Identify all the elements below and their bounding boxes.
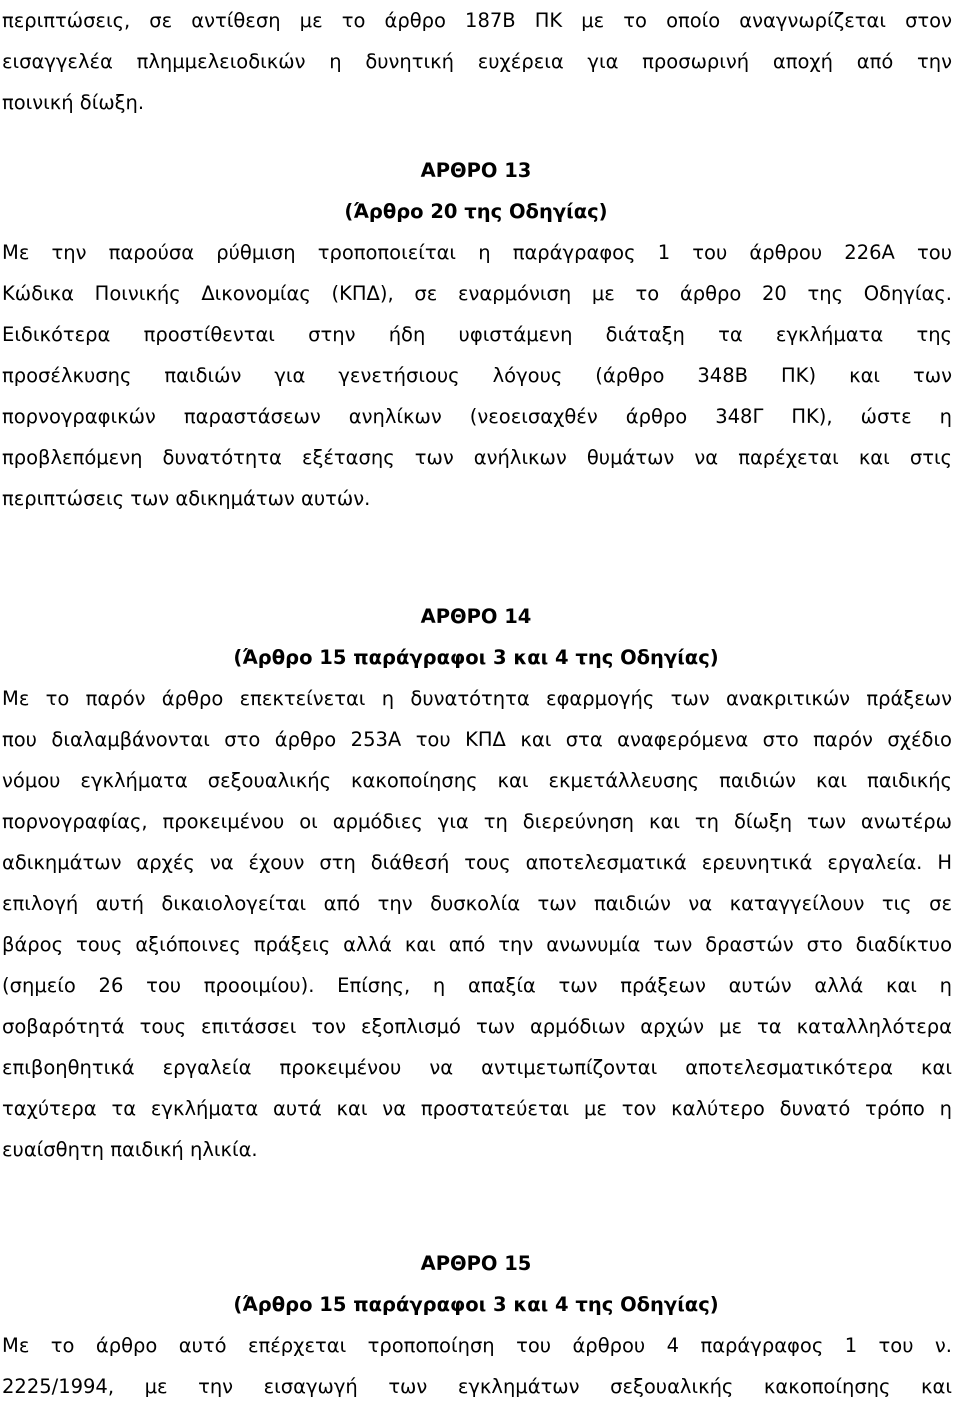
- article-15-title: ΑΡΘΡΟ 15: [420, 1252, 532, 1275]
- paragraph-line: επιλογή αυτή δικαιολογείται από την δυσκολία των παιδιών να καταγγείλουν τις σε: [2, 892, 952, 915]
- paragraph-line: πορνογραφικών παραστάσεων ανηλίκων (νεοεισαχθέν άρθρο 348Γ ΠΚ), ώστε η: [2, 405, 952, 428]
- article-13-subtitle: (Άρθρο 20 της Οδηγίας): [344, 200, 608, 223]
- article-13-title: ΑΡΘΡΟ 13: [420, 159, 532, 182]
- paragraph-line: που διαλαμβάνονται στο άρθρο 253Α του ΚΠΔ και στα αναφερόμενα στο παρόν σχέδιο: [2, 728, 952, 751]
- paragraph-line: Με το παρόν άρθρο επεκτείνεται η δυνατότητα εφαρμογής των ανακριτικών πράξεων: [2, 687, 952, 710]
- paragraph-line: νόμου εγκλήματα σεξουαλικής κακοποίησης και εκμετάλλευσης παιδιών και παιδικής: [2, 769, 952, 792]
- paragraph-line: προσέλκυσης παιδιών για γενετήσιους λόγους (άρθρο 348Β ΠΚ) και των: [2, 364, 952, 387]
- intro-paragraph: [0, 0, 952, 123]
- paragraph-line: επιβοηθητικά εργαλεία προκειμένου να αντιμετωπίζονται αποτελεσματικότερα και: [2, 1056, 952, 1079]
- paragraph-line: Ειδικότερα προστίθενται στην ήδη υφιστάμενη διάταξη τα εγκλήματα της: [2, 323, 952, 346]
- paragraph-line: εισαγγελέα πλημμελειοδικών η δυνητική ευχέρεια για προσωρινή αποχή από την: [2, 50, 952, 73]
- paragraph-line: σοβαρότητά τους επιτάσσει τον εξοπλισμό των αρμόδιων αρχών με τα καταλληλότερα: [2, 1015, 952, 1038]
- paragraph-line: περιπτώσεις, σε αντίθεση με το άρθρο 187Β ΠΚ με το οποίο αναγνωρίζεται στον: [2, 9, 952, 32]
- paragraph-line: (σημείο 26 του προοιμίου). Επίσης, η απαξία των πράξεων αυτών αλλά και η: [2, 974, 952, 997]
- article-13: [0, 150, 952, 519]
- paragraph-line: πορνογραφίας, προκειμένου οι αρμόδιες για τη διερεύνηση και τη δίωξη των ανωτέρω: [2, 810, 952, 833]
- paragraph-line: βάρος τους αξιόποινες πράξεις αλλά και από την ανωνυμία των δραστών στο διαδίκτυο: [2, 933, 952, 956]
- paragraph-line: Με το άρθρο αυτό επέρχεται τροποποίηση του άρθρου 4 παράγραφος 1 του ν.: [2, 1334, 952, 1357]
- paragraph-line: αδικημάτων αρχές να έχουν στη διάθεσή τους αποτελεσματικά ερευνητικά εργαλεία. Η: [2, 851, 952, 874]
- paragraph-line: Κώδικα Ποινικής Δικονομίας (ΚΠΔ), σε εναρμόνιση με το άρθρο 20 της Οδηγίας.: [2, 282, 952, 305]
- article-14: [0, 596, 952, 1170]
- paragraph-line: περιπτώσεις των αδικημάτων αυτών.: [2, 487, 371, 510]
- paragraph-line: 2225/1994, με την εισαγωγή των εγκλημάτων σεξουαλικής κακοποίησης και: [2, 1375, 952, 1398]
- paragraph-line: Με την παρούσα ρύθμιση τροποποιείται η παράγραφος 1 του άρθρου 226Α του: [2, 241, 952, 264]
- paragraph-line: προβλεπόμενη δυνατότητα εξέτασης των ανήλικων θυμάτων να παρέχεται και στις: [2, 446, 952, 469]
- article-15-subtitle: (Άρθρο 15 παράγραφοι 3 και 4 της Οδηγίας): [233, 1293, 719, 1316]
- paragraph-line: ταχύτερα τα εγκλήματα αυτά και να προστατεύεται με τον καλύτερο δυνατό τρόπο η: [2, 1097, 952, 1120]
- paragraph-line: ποινική δίωξη.: [2, 91, 145, 114]
- paragraph-line: ευαίσθητη παιδική ηλικία.: [2, 1138, 258, 1161]
- article-14-subtitle: (Άρθρο 15 παράγραφοι 3 και 4 της Οδηγίας): [233, 646, 719, 669]
- article-15: [0, 1243, 952, 1407]
- article-14-title: ΑΡΘΡΟ 14: [420, 605, 532, 628]
